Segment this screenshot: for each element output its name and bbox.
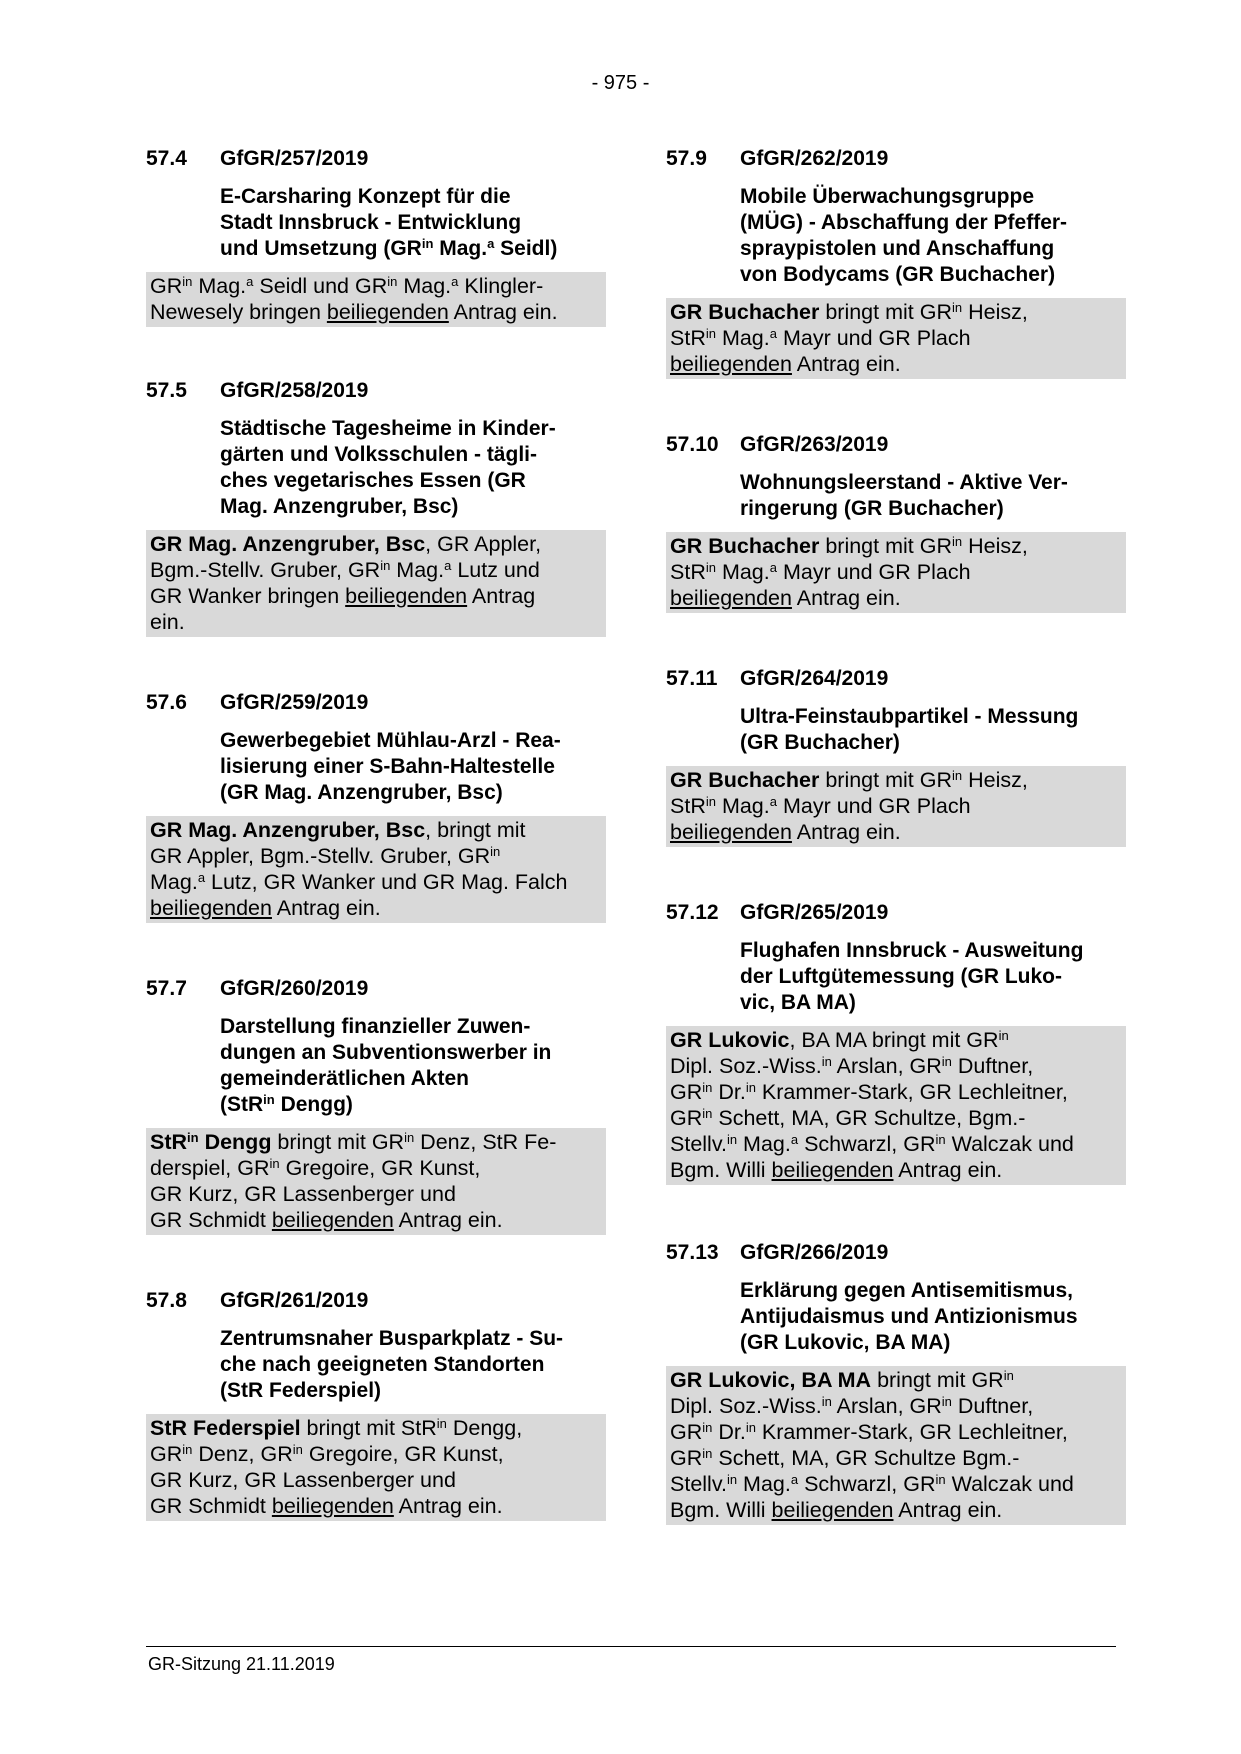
attachment-link[interactable]: beiliegenden [771, 1498, 894, 1522]
agenda-item-57-8 [146, 1288, 606, 1521]
footer-divider [146, 1646, 1116, 1647]
item-reference: GfGR/262/2019 [740, 147, 889, 170]
footer-session-date: GR-Sitzung 21.11.2019 [148, 1654, 335, 1674]
attachment-link[interactable]: beiliegenden [271, 1208, 394, 1232]
agenda-item-57-7 [146, 976, 606, 1235]
item-motion-text: GR Buchacher bringt mit $GR^{in}$ Heisz, StR$^{in}$ Mag.$^a$ Mayr und GR Plach beiliegenden Antrag ein. [666, 766, 1126, 847]
item-reference: GfGR/265/2019 [740, 901, 889, 924]
item-motion-text: GR Lukovic, BA MA bringt mit $GR^{in}$ Dipl. Soz.-Wiss.$^{in}$ Arslan, $GR^{in}$ Duftner, $GR^{in}$ Dr.$^{in}$ Krammer-Stark, GR Lechleitner, $GR^{in}$ Schett, MA, GR Schultze Bgm.- Stellv.$^{in}$ Mag.$^a$ Schwarzl, $GR^{in}$ Walczak und Bgm. Willi beiliegenden Antrag ein. [666, 1366, 1126, 1525]
item-motion-text: GR Mag. Anzengruber, Bsc, GR Appler, Bgm.-Stellv. Gruber, $GR^{in}$ Mag.$^a$ Lutz und GR Wanker bringen beiliegenden Antrag ein. [146, 530, 606, 637]
attachment-link[interactable]: beiliegenden [670, 352, 792, 376]
attachment-link[interactable]: beiliegenden [326, 300, 449, 324]
item-number: 57.10 [666, 433, 719, 456]
item-motion-text: GR Mag. Anzengruber, Bsc, bringt mit GR Appler, Bgm.-Stellv. Gruber, $GR^{in}$ Mag.$^a$ Lutz, GR Wanker und GR Mag. Falch beiliegenden Antrag ein. [146, 816, 606, 923]
page-number: - 975 - [591, 72, 650, 94]
item-title: Mobile Überwachungsgruppe (MÜG) - Abschaffung der Pfeffer- spraypistolen und Anschaffung von Bodycams (GR Buchacher) [740, 185, 1068, 286]
item-reference: GfGR/258/2019 [220, 379, 369, 402]
item-reference: GfGR/261/2019 [220, 1289, 369, 1312]
item-motion-text: $GR^{in}$ Mag.$^a$ Seidl und $GR^{in}$ Mag.$^a$ Klingler- Newesely bringen beiliegenden Antrag ein. [146, 272, 606, 327]
item-title: Flughafen Innsbruck - Ausweitung der Luftgütemessung (GR Luko- vic, BA MA) [740, 939, 1084, 1014]
item-number: 57.4 [146, 147, 187, 170]
item-motion-text: GR Lukovic, BA MA bringt mit $GR^{in}$ Dipl. Soz.-Wiss.$^{in}$ Arslan, $GR^{in}$ Duftner, $GR^{in}$ Dr.$^{in}$ Krammer-Stark, GR Lechleitner, $GR^{in}$ Schett, MA, GR Schultze, Bgm.- Stellv.$^{in}$ Mag.$^a$ Schwarzl, $GR^{in}$ Walczak und Bgm. Willi beiliegenden Antrag ein. [666, 1026, 1126, 1185]
item-reference: GfGR/257/2019 [220, 147, 369, 170]
item-number: 57.13 [666, 1241, 719, 1264]
item-reference: GfGR/259/2019 [220, 691, 369, 714]
item-title: Darstellung finanzieller Zuwen- dungen an Subventionswerber in gemeinderätlichen Akten (StR$^{in}$ Dengg) [220, 1015, 552, 1116]
agenda-item-57-12 [666, 900, 1126, 1185]
agenda-item-57-4 [146, 146, 606, 327]
agenda-item-57-9 [666, 146, 1126, 379]
item-number: 57.9 [666, 147, 707, 170]
item-reference: GfGR/266/2019 [740, 1241, 889, 1264]
item-title: Wohnungsleerstand - Aktive Ver- ringerung (GR Buchacher) [740, 471, 1068, 520]
item-title: Städtische Tagesheime in Kinder- gärten und Volksschulen - tägli- ches vegetarisches Essen (GR Mag. Anzengruber, Bsc) [220, 417, 556, 518]
attachment-link[interactable]: beiliegenden [771, 1158, 894, 1182]
agenda-item-57-10 [666, 432, 1126, 613]
agenda-item-57-6 [146, 690, 606, 923]
item-reference: GfGR/264/2019 [740, 667, 889, 690]
item-title: Zentrumsnaher Busparkplatz - Su- che nach geeigneten Standorten (StR Federspiel) [220, 1327, 564, 1402]
item-number: 57.12 [666, 901, 719, 924]
attachment-link[interactable]: beiliegenden [670, 820, 792, 844]
item-number: 57.5 [146, 379, 187, 402]
agenda-item-57-13 [666, 1240, 1126, 1525]
agenda-item-57-11 [666, 666, 1126, 847]
attachment-link[interactable]: beiliegenden [271, 1494, 394, 1518]
attachment-link[interactable]: beiliegenden [150, 896, 272, 920]
agenda-item-57-5 [146, 378, 606, 637]
item-motion-text: GR Buchacher bringt mit $GR^{in}$ Heisz, StR$^{in}$ Mag.$^a$ Mayr und GR Plach beiliegenden Antrag ein. [666, 298, 1126, 379]
item-motion-text: StR$^{in}$ Dengg bringt mit $GR^{in}$ Denz, StR Fe- derspiel, $GR^{in}$ Gregoire, GR Kunst, GR Kurz, GR Lassenberger und GR Schmidt beiliegenden Antrag ein. [146, 1128, 606, 1235]
item-number: 57.6 [146, 691, 187, 714]
item-title: E-Carsharing Konzept für die Stadt Innsbruck - Entwicklung und Umsetzung ($GR^{in}$ Mag.$^a$ Seidl) [220, 185, 558, 260]
attachment-link[interactable]: beiliegenden [345, 584, 468, 608]
item-reference: GfGR/263/2019 [740, 433, 889, 456]
item-reference: GfGR/260/2019 [220, 977, 369, 1000]
item-number: 57.7 [146, 977, 187, 1000]
attachment-link[interactable]: beiliegenden [670, 586, 792, 610]
item-number: 57.11 [666, 667, 718, 690]
item-number: 57.8 [146, 1289, 187, 1312]
item-motion-text: StR Federspiel bringt mit StR$^{in}$ Dengg, $GR^{in}$ Denz, $GR^{in}$ Gregoire, GR Kunst, GR Kurz, GR Lassenberger und GR Schmidt beiliegenden Antrag ein. [146, 1414, 606, 1521]
item-title: Gewerbegebiet Mühlau-Arzl - Rea- lisierung einer S-Bahn-Haltestelle (GR Mag. Anzengruber, Bsc) [220, 729, 561, 804]
item-title: Ultra-Feinstaubpartikel - Messung (GR Buchacher) [740, 705, 1079, 754]
item-motion-text: GR Buchacher bringt mit $GR^{in}$ Heisz, StR$^{in}$ Mag.$^a$ Mayr und GR Plach beiliegenden Antrag ein. [666, 532, 1126, 613]
item-title: Erklärung gegen Antisemitismus, Antijudaismus und Antizionismus (GR Lukovic, BA MA) [740, 1279, 1078, 1354]
